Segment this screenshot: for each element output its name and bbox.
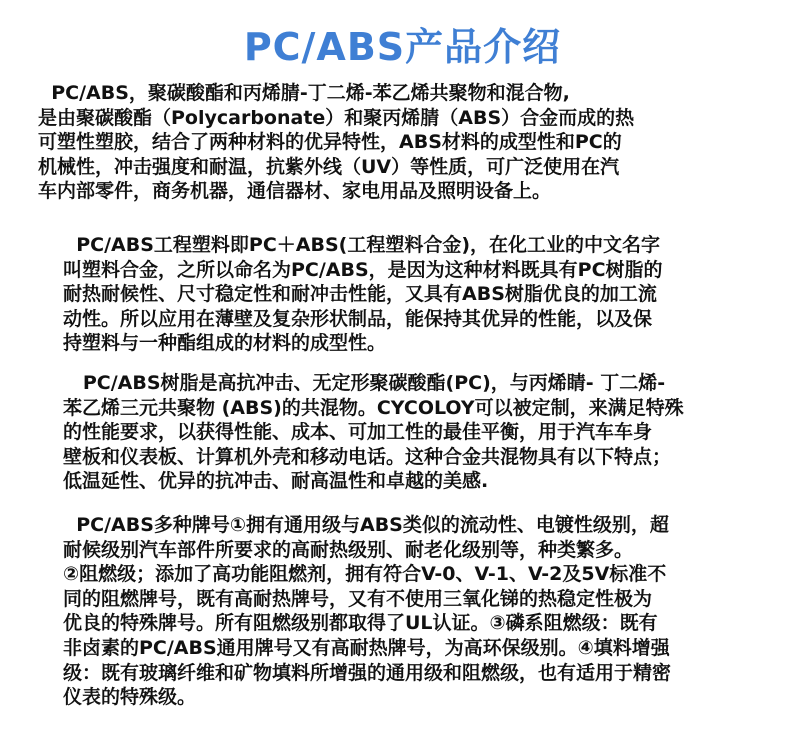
page-title: PC/ABS产品介绍	[243, 25, 562, 69]
intro-paragraph	[38, 81, 634, 204]
paragraph-line: ②阻燃级；添加了高功能阻燃剂，拥有符合V-0、V-1、V-2及5V标准不	[63, 563, 667, 586]
paragraph-line: 持塑料与一种酯组成的材料的成型性。	[63, 332, 387, 355]
paragraph-line: 低温延性、优异的抗冲击、耐高温性和卓越的美感.	[63, 470, 489, 493]
paragraph-line: 壁板和仪表板、计算机外壳和移动电话。这种合金共混物具有以下特点；	[63, 445, 672, 468]
resin-description-paragraph	[63, 371, 684, 494]
paragraph-line: 车内部零件，商务机器，通信器材、家电用品及照明设备上。	[38, 180, 552, 203]
paragraph-line: 的性能要求，以获得性能、成本、可加工性的最佳平衡，用于汽车车身	[63, 421, 653, 444]
engineering-plastic-paragraph	[63, 233, 663, 356]
paragraph-line: 仪表的特殊级。	[63, 686, 197, 709]
paragraph-line: PC/ABS多种牌号①拥有通用级与ABS类似的流动性、电镀性级别，超	[63, 514, 669, 536]
paragraph-line: 耐候级别汽车部件所要求的高耐热级别、耐老化级别等，种类繁多。	[63, 538, 634, 561]
paragraph-line: 苯乙烯三元共聚物 (ABS)的共混物。CYCOLOY可以被定制，来满足特殊	[63, 396, 684, 419]
paragraph-line: PC/ABS树脂是高抗冲击、无定形聚碳酸酯(PC)，与丙烯睛- 丁二烯-	[63, 372, 666, 394]
paragraph-line: 级：既有玻璃纤维和矿物填料所增强的通用级和阻燃级，也有适用于精密	[63, 661, 672, 684]
paragraph-line: 叫塑料合金，之所以命名为PC/ABS，是因为这种材料既具有PC树脂的	[63, 258, 663, 281]
grades-paragraph	[63, 513, 671, 710]
paragraph-line: 可塑性塑胶，结合了两种材料的优异特性，ABS材料的成型性和PC的	[38, 131, 622, 154]
paragraph-line: 耐热耐候性、尺寸稳定性和耐冲击性能，又具有ABS树脂优良的加工流	[63, 283, 657, 306]
paragraph-line: 动性。所以应用在薄壁及复杂形状制品，能保持其优异的性能，以及保	[63, 307, 653, 330]
paragraph-line: 是由聚碳酸酯（Polycarbonate）和聚丙烯腈（ABS）合金而成的热	[38, 106, 635, 129]
paragraph-line: 非卤素的PC/ABS通用牌号又有高耐热牌号，为高环保级别。④填料增强	[63, 636, 670, 659]
paragraph-line: 同的阻燃牌号，既有高耐热牌号，又有不使用三氧化锑的热稳定性极为	[63, 587, 653, 610]
paragraph-line: PC/ABS，聚碳酸酯和丙烯腈-丁二烯-苯乙烯共聚物和混合物,	[38, 82, 570, 104]
paragraph-line: PC/ABS工程塑料即PC＋ABS(工程塑料合金)，在化工业的中文名字	[63, 234, 661, 256]
paragraph-line: 机械性，冲击强度和耐温，抗紫外线（UV）等性质，可广泛使用在汽	[38, 155, 620, 178]
paragraph-line: 优良的特殊牌号。所有阻燃级别都取得了UL认证。③磷系阻燃级：既有	[63, 612, 658, 635]
